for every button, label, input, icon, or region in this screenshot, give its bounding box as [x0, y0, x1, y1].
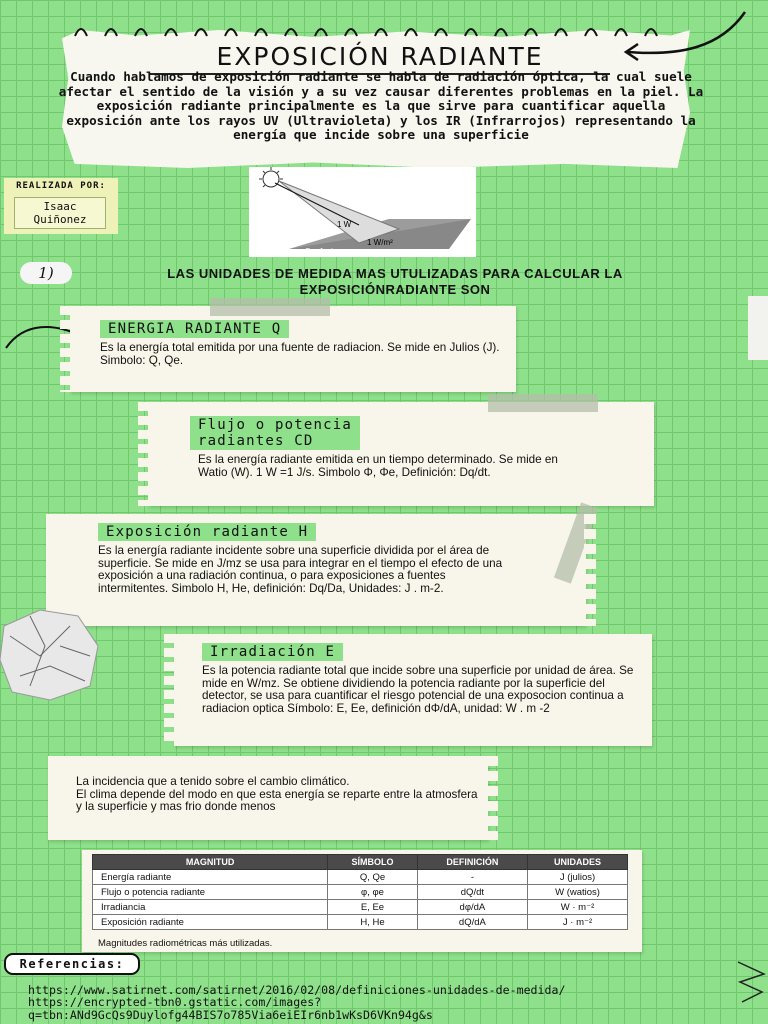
card-2-title-line2: radiantes CD: [198, 433, 314, 449]
table-row: [93, 900, 628, 915]
card-5-line2: El clima depende del modo en que esta energía se reparte entre la atmosfera y la superficie y mas frio donde menos: [76, 787, 478, 814]
card-2-body: Es la energía radiante emitida en un tiempo determinado. Se mide en Watio (W). 1 W =1 J/s. Simbolo Φ, Φe, Definición: Dq/dt.: [198, 453, 558, 479]
card-5-line1: La incidencia que a tenido sobre el cambio climático.: [76, 775, 350, 788]
light-source-icon: [263, 171, 279, 187]
table-header: SÍMBOLO: [328, 855, 417, 870]
table-cell: J (julios): [528, 870, 628, 885]
table-cell: Q, Qe: [328, 870, 417, 885]
reference-link[interactable]: https://encrypted-tbn0.gstatic.com/images?: [28, 995, 322, 1010]
arrow-icon: [620, 8, 750, 68]
table-row: [93, 885, 628, 900]
references-label: Referencias:: [4, 953, 140, 975]
card-2-title: [190, 416, 360, 450]
card-1-body: Es la energía total emitida por una fuente de radiacion. Se mide en Julios (J). Simbolo: Q, Qe.: [100, 341, 500, 367]
table-cell: J · m⁻²: [528, 915, 628, 930]
diagram-surface-label: S = 1m²: [305, 247, 334, 256]
section-heading-line2: EXPOSICIÓNRADIANTE SON: [299, 282, 491, 297]
table-row: [93, 870, 628, 885]
tape-strip: [210, 298, 330, 316]
crumpled-paper-icon: [0, 606, 100, 702]
table-cell: Flujo o potencia radiante: [93, 885, 328, 900]
table-cell: dQ/dt: [417, 885, 527, 900]
table-cell: dQ/dA: [417, 915, 527, 930]
intro-text: Cuando hablamos de exposición radiante se habla de radiación óptica, la cual suele afectar el sentido de la visión y a su vez causar diferentes problemas en la piel. La exposición radiante principalmente es la que sirve para cuantificar aquella exposición ante los rayos UV (Ultravioleta) y los IR (Infrarrojos) representando la energía que incide sobre una superficie: [58, 69, 704, 143]
table-cell: H, He: [328, 915, 417, 930]
table-header-row: [93, 855, 628, 870]
table-cell: Irradiancia: [93, 900, 328, 915]
author-last-name: Quiñonez: [33, 213, 87, 226]
table-cell: W · m⁻²: [528, 900, 628, 915]
diagram-irradiance-label: 1 W/m²: [367, 238, 393, 247]
table-header: DEFINICIÓN: [417, 855, 527, 870]
note-paper: [748, 296, 768, 360]
card-1-title: ENERGIA RADIANTE Q: [100, 320, 289, 338]
table-caption: Magnitudes radiométricas más utilizadas.: [98, 938, 273, 949]
card-3-body: Es la energía radiante incidente sobre una superficie dividida por el área de superficie. Se mide en J/mz se usa para integrar en el tiempo el efecto de una exposición a una radiación continua, o para exposiciones a fuentes intermitentes. Simbolo H, He, definición: Dq/Da, Unidades: J . m-2.: [98, 544, 503, 595]
table-cell: W (watios): [528, 885, 628, 900]
table-cell: Exposición radiante: [93, 915, 328, 930]
card-4-body: Es la potencia radiante total que incide sobre una superficie por unidad de área. Se mide en W/mz. Se obtiene dividiendo la potencia radiante por la superficie del detector, se usa para cuantificar el riesgo potencial de una exposocion continua a radiacion optica Símbolo: E, Ee, definición dΦ/dA, unidad: W . m -2: [202, 664, 634, 715]
table-cell: dφ/dA: [417, 900, 527, 915]
tape-strip: [554, 502, 598, 583]
radiation-diagram: [249, 167, 476, 257]
diagram-power-label: 1 W: [337, 220, 352, 229]
author-label: REALIZADA POR:: [16, 181, 106, 191]
tape-strip: [488, 394, 598, 412]
table-header: UNIDADES: [528, 855, 628, 870]
card-5-body: [76, 776, 480, 814]
card-4-title: Irradiación E: [202, 643, 343, 661]
reference-link[interactable]: https://www.satirnet.com/satirnet/2016/02/08/definiciones-unidades-de-medida/: [28, 983, 566, 997]
table-cell: E, Ee: [328, 900, 417, 915]
page-title: EXPOSICIÓN RADIANTE: [150, 42, 610, 75]
section-heading-line1: LAS UNIDADES DE MEDIDA MAS UTULIZADAS PARA CALCULAR LA: [167, 266, 623, 281]
section-number: 1): [20, 262, 72, 284]
author-name: [14, 197, 106, 229]
card-3-title: Exposición radiante H: [98, 523, 316, 541]
section-heading: [70, 266, 720, 298]
references-list: [28, 984, 758, 1021]
magnitudes-table: [92, 854, 628, 930]
reference-link-continued[interactable]: q=tbn:ANd9GcQs9Duylofg44BIS7o785Via6eiEIr6nb1wKsD6VKn94g&s: [28, 1007, 433, 1022]
table-cell: -: [417, 870, 527, 885]
table-cell: Energía radiante: [93, 870, 328, 885]
table-row: [93, 915, 628, 930]
table-header: MAGNITUD: [93, 855, 328, 870]
author-first-name: Isaac: [43, 200, 77, 213]
spiral-binding: [70, 24, 670, 40]
card-2-title-line1: Flujo o potencia: [198, 417, 353, 433]
table-cell: φ, φe: [328, 885, 417, 900]
